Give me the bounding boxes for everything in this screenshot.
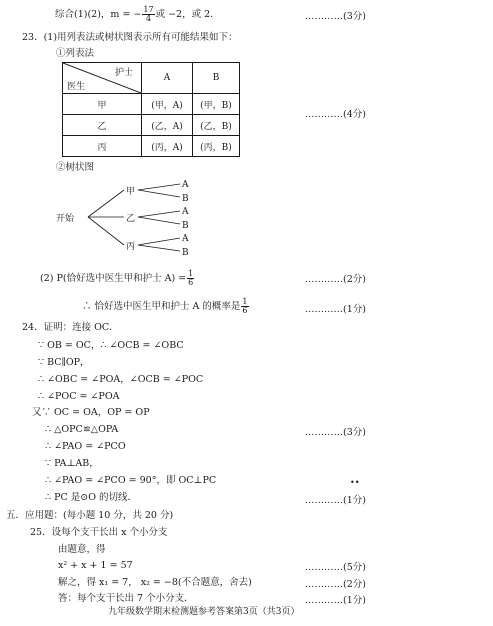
score-s10: …………(1分)	[305, 495, 366, 506]
score-top: …………(3分)	[305, 11, 366, 22]
probability-label: (2) P(恰好选中医生甲和护士 A) =	[40, 273, 187, 284]
proof-step: ∵ PA⊥AB，	[45, 458, 99, 469]
proof-step: 又∵ OC = OA，OP = OP	[32, 407, 150, 418]
table-cell: (丙，B)	[193, 136, 240, 157]
tree-leaf: B	[182, 194, 189, 204]
proof-step: ∵ OB = OC，∴ ∠OCB = ∠OBC	[38, 340, 184, 351]
table-cell: (甲，B)	[193, 94, 240, 115]
tree-leaf: B	[182, 248, 189, 258]
method-table-label: ①列表法	[56, 48, 95, 59]
solution: 解之，得 x₁ = 7， x₂ = −8(不合题意，舍去)	[58, 577, 252, 588]
proof-step: ∴ ∠OBC = ∠POA，∠OCB = ∠POC	[38, 374, 204, 385]
score-s6: …………(3分)	[305, 427, 366, 438]
stray-dots: ••	[350, 478, 360, 487]
outcome-table	[62, 62, 240, 157]
row-label: 乙	[63, 115, 142, 136]
tree-node: 乙	[126, 214, 136, 224]
tree-leaf: A	[182, 234, 189, 244]
answer: 答：每个支干长出 7 个小分支．	[58, 593, 194, 604]
proof-step: ∴ ∠PAO = ∠PCO = 90°，即 OC⊥PC	[45, 475, 217, 486]
proof-step: ∴ PC 是⊙O 的切线．	[45, 492, 138, 503]
sum-text: 综合(1)(2)，m = −	[55, 9, 142, 20]
tree-leaf: B	[182, 221, 189, 231]
proof-step: ∴ ∠POC = ∠POA	[38, 391, 120, 402]
conclusion-text: ∴ 恰好选中医生甲和护士 A 的概率是	[82, 301, 241, 312]
tree-node: 甲	[126, 187, 136, 197]
row-label: 甲	[63, 94, 142, 115]
section-5-heading: 五．应用题：(每小题 10 分，共 20 分)	[6, 510, 174, 521]
header-doctor: 医生	[67, 82, 86, 92]
table-diagonal-header	[63, 63, 142, 94]
page-footer: 九年级数学期末检测题参考答案第3页（共3页）	[108, 607, 300, 617]
proof-step: ∵ BC∥OP，	[38, 357, 90, 368]
table-cell: (甲，A)	[142, 94, 193, 115]
line-sum	[55, 6, 213, 23]
conclusion-line	[82, 298, 250, 315]
proof-step: ∴ ∠PAO = ∠PCO	[45, 441, 126, 452]
probability-line	[40, 270, 195, 287]
equation: x² + x + 1 = 57	[58, 560, 133, 571]
score-eq: …………(5分)	[305, 562, 366, 573]
header-nurse: 护士	[114, 68, 133, 78]
tree-root: 开始	[56, 214, 75, 224]
row-label: 丙	[63, 136, 142, 157]
tree-leaf: A	[182, 207, 189, 217]
fraction-one-sixth: $\frac{1}{6}$	[188, 269, 194, 287]
question-25: 25．设每个支干长出 x 个小分支	[30, 527, 168, 538]
question-25-setup: 由题意，得	[58, 544, 106, 555]
tree-leaf: A	[182, 180, 189, 190]
tree-diagram	[56, 175, 276, 265]
proof-step: ∴ △OPC≌△OPA	[45, 424, 119, 435]
tree-node: 丙	[126, 242, 136, 252]
table-cell: (乙，A)	[142, 115, 193, 136]
table-cell: (丙，A)	[142, 136, 193, 157]
table-cell: (乙，B)	[193, 115, 240, 136]
score-prob: …………(1分)	[305, 304, 366, 315]
fraction-17-4: $\frac{17}{4}$	[143, 5, 154, 23]
question-23: 23．(1)用列表法或树状图表示所有可能结果如下：	[22, 32, 238, 43]
col-header-a: A	[142, 63, 193, 94]
score-p2: …………(2分)	[305, 274, 366, 285]
fraction-one-sixth: $\frac{1}{6}$	[242, 297, 248, 315]
score-ans: …………(1分)	[305, 595, 366, 606]
col-header-b: B	[193, 63, 240, 94]
score-sol: …………(2分)	[305, 579, 366, 590]
sum-tail: 或 −2，或 2.	[155, 9, 214, 20]
question-24: 24．证明：连接 OC．	[22, 322, 119, 333]
score-table: …………(4分)	[305, 109, 366, 120]
method-tree-label: ②树状图	[56, 162, 95, 173]
